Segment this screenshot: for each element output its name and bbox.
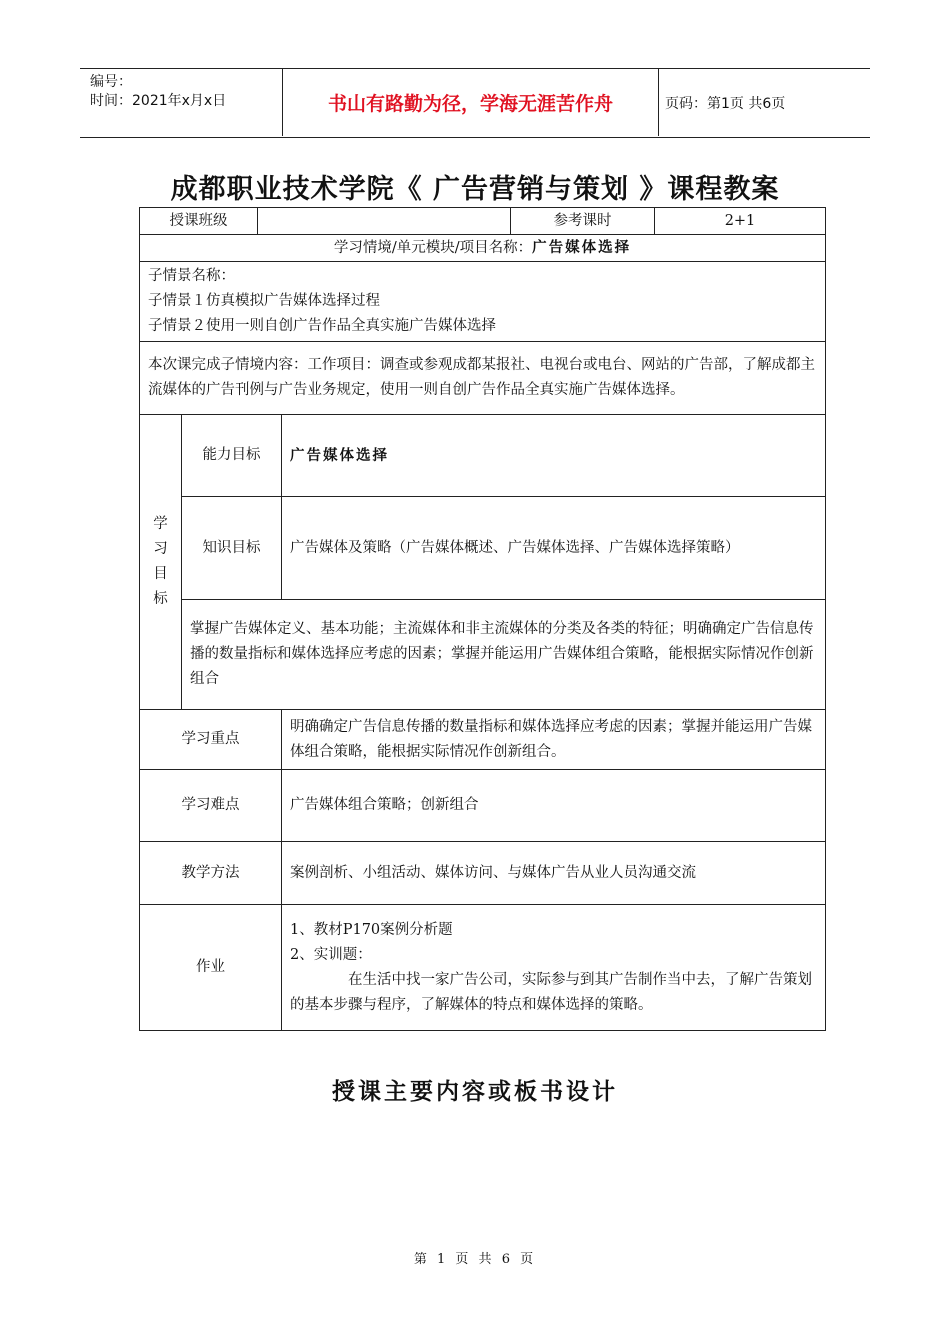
sub-scenario-cell — [140, 262, 826, 342]
module-name: 广告媒体选择 — [532, 239, 632, 256]
homework-label: 作业 — [140, 905, 282, 1031]
module-prefix: 学习情境/单元模块/项目名称： — [333, 240, 533, 256]
header-meta — [90, 73, 226, 111]
difficulty-value: 广告媒体组合策略；创新组合 — [282, 770, 826, 842]
time-label: 时间：2021年x月x日 — [90, 93, 227, 109]
module-row — [140, 235, 826, 262]
page-footer: 第 1 页 共 6 页 — [413, 1252, 537, 1267]
class-label: 授课班级 — [140, 208, 258, 235]
focus-label: 学习重点 — [140, 710, 282, 770]
hours-label: 参考课时 — [511, 208, 655, 235]
homework-item-2: 2、实训题： — [290, 946, 372, 963]
header-page-info: 页码：第1页 共6页 — [665, 96, 786, 112]
hours-value: 2+1 — [655, 208, 826, 235]
knowledge-goal-value: 广告媒体及策略（广告媒体概述、广告媒体选择、广告媒体选择策略） — [282, 497, 826, 600]
homework-item-1: 1、教材P170案例分析题 — [290, 921, 453, 938]
sub-scenario-title: 子情景名称： — [148, 268, 235, 284]
sub-scenario-2: 子情景２使用一则自创广告作品全真实施广告媒体选择 — [148, 318, 496, 334]
lesson-content: 本次课完成子情境内容：工作项目：调查或参观成都某报社、电视台或电台、网站的广告部，了解成都主流媒体的广告刊例与广告业务规定，使用一则自创广告作品全真实施广告媒体选择。 — [140, 342, 826, 415]
class-value — [258, 208, 511, 235]
focus-value: 明确确定广告信息传播的数量指标和媒体选择应考虑的因素；掌握并能运用广告媒体组合策略，能根据实际情况作创新组合。 — [282, 710, 826, 770]
code-label: 编号： — [90, 74, 132, 90]
lesson-plan-table — [139, 207, 826, 1031]
homework-cell — [282, 905, 826, 1031]
method-label: 教学方法 — [140, 842, 282, 905]
sub-scenario-1: 子情景１仿真模拟广告媒体选择过程 — [148, 293, 380, 309]
section-title: 授课主要内容或板书设计 — [332, 1078, 618, 1105]
knowledge-goal-label: 知识目标 — [182, 497, 282, 600]
ability-goal-value: 广告媒体选择 — [282, 415, 826, 497]
homework-item-2-detail: 在生活中找一家广告公司，实际参与到其广告制作当中去，了解广告策划的基本步骤与程序，了解媒体的特点和媒体选择的策略。 — [290, 971, 812, 1013]
page-header — [80, 68, 870, 138]
method-value: 案例剖析、小组活动、媒体访问、与媒体广告从业人员沟通交流 — [282, 842, 826, 905]
document-title: 成都职业技术学院《 广告营销与策划 》课程教案 — [170, 174, 780, 205]
learning-goals-label: 学 习 目 标 — [140, 415, 182, 710]
difficulty-label: 学习难点 — [140, 770, 282, 842]
header-motto: 书山有路勤为径，学海无涯苦作舟 — [282, 69, 659, 136]
goal-detail: 掌握广告媒体定义、基本功能；主流媒体和非主流媒体的分类及各类的特征；明确确定广告信息传播的数量指标和媒体选择应考虑的因素；掌握并能运用广告媒体组合策略，能根据实际情况作创新组合 — [182, 600, 826, 710]
ability-goal-label: 能力目标 — [182, 415, 282, 497]
